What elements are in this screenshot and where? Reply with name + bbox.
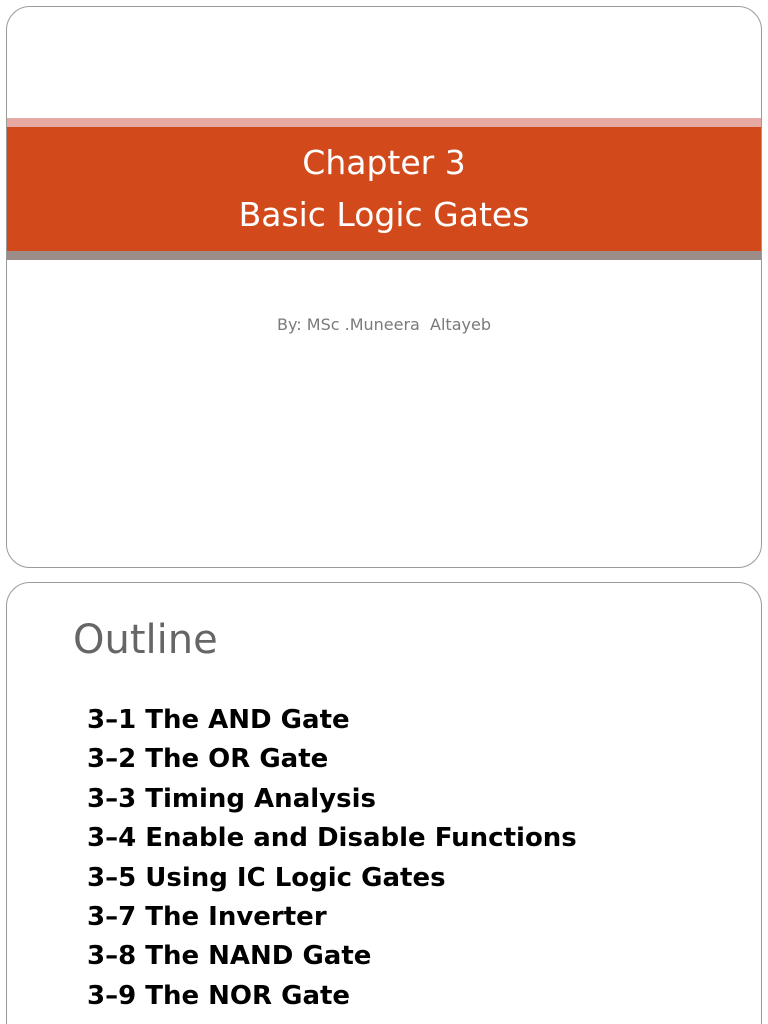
outline-heading: Outline [73, 617, 218, 663]
outline-item: 3–8 The NAND Gate [87, 941, 372, 972]
title-slide [6, 6, 762, 568]
author-line: By: MSc .Muneera Altayeb [277, 315, 491, 334]
outline-item: 3–9 The NOR Gate [87, 980, 351, 1011]
outline-item: 3–7 The Inverter [87, 902, 327, 933]
chapter-number: Chapter 3 [302, 143, 466, 182]
chapter-title: Basic Logic Gates [238, 195, 530, 234]
outline-item: 3–1 The AND Gate [87, 705, 350, 735]
slide-title [7, 127, 761, 251]
outline-item: 3–2 The OR Gate [87, 744, 329, 775]
accent-band-bottom [7, 251, 761, 260]
outline-item: 3–4 Enable and Disable Functions [87, 823, 577, 854]
outline-item: 3–5 Using IC Logic Gates [87, 862, 446, 893]
outline-list [87, 701, 577, 1016]
accent-band-top [7, 118, 761, 127]
outline-slide [6, 582, 762, 1024]
outline-item: 3–3 Timing Analysis [87, 783, 376, 814]
